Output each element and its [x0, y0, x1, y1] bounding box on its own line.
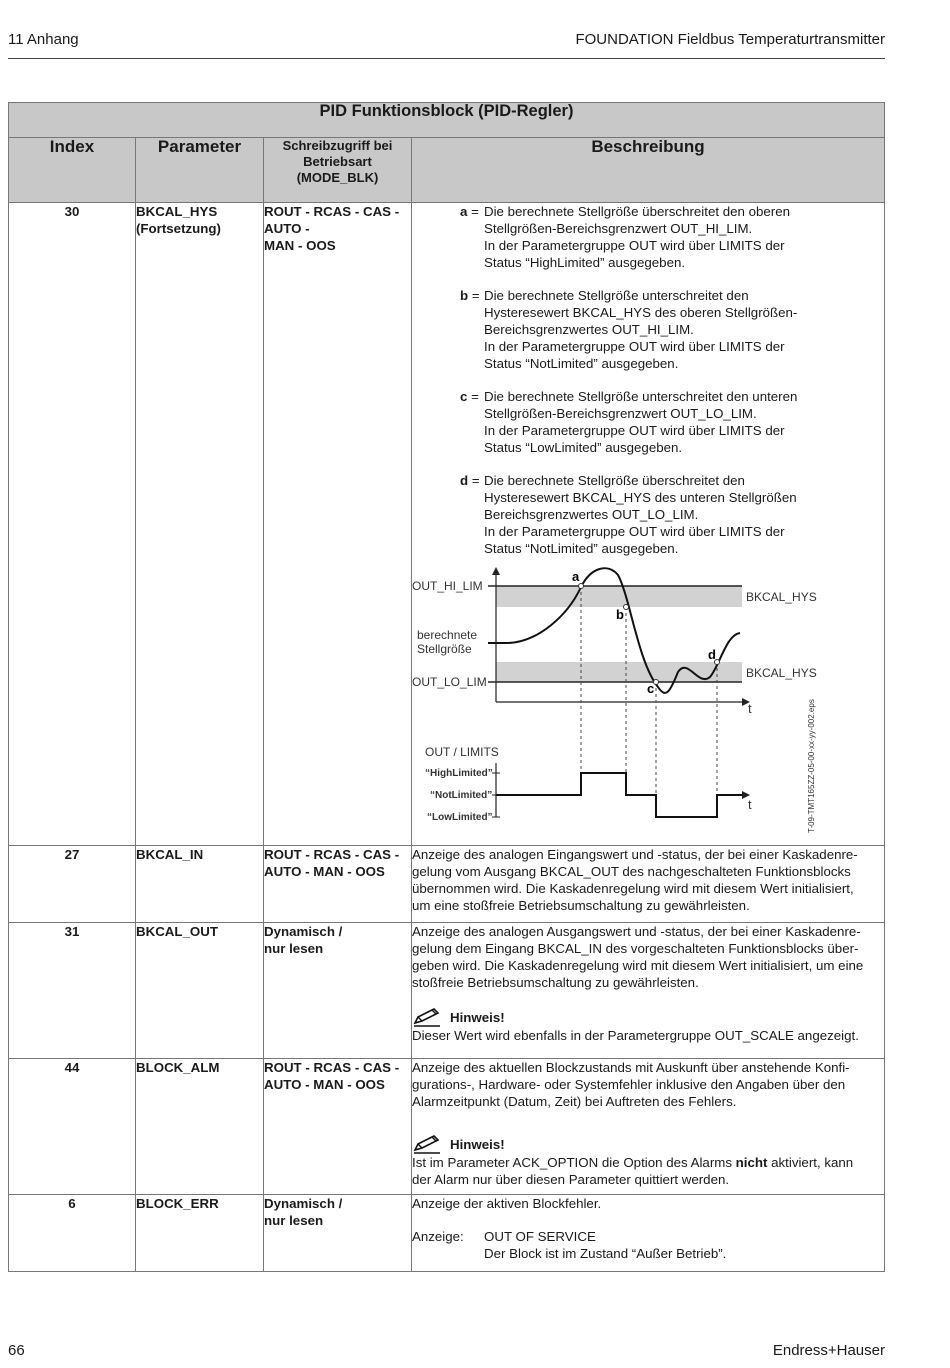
- description-line: Anzeige der aktiven Blockfehler.: [412, 1196, 602, 1211]
- row-index: 44: [9, 1059, 136, 1195]
- definition-line: Bereichsgrenzwertes OUT_HI_LIM.: [484, 322, 694, 337]
- row-parameter: [136, 203, 264, 846]
- access-line: AUTO -: [264, 221, 310, 236]
- row-index: 6: [9, 1195, 136, 1272]
- row-parameter: [136, 1195, 264, 1272]
- definition-line: Hysteresewert BKCAL_HYS des unteren Stellgrößen: [484, 490, 797, 505]
- point-c-label: c: [647, 681, 655, 696]
- status-high-label: “HighLimited”: [425, 768, 493, 779]
- point-b-label: b: [616, 607, 624, 622]
- definition-c: c = Die berechnete Stellgröße unterschreitet den unteren Stellgrößen-Bereichsgrenzwert OUT_LO_LIM. In der Parametergruppe OUT wird über LIMITS der Status “LowLimited” ausgegeben.: [460, 389, 798, 455]
- description-line: Anzeige des analogen Ausgangswert und -status, der bei einer Kaskadenre-: [412, 924, 861, 939]
- description-line: übernommen wird. Die Kaskadenregelung wird mit diesem Wert initialisiert,: [412, 881, 854, 896]
- access-line: ROUT - RCAS - CAS -: [264, 847, 400, 862]
- limits-title: OUT / LIMITS: [425, 745, 499, 759]
- label-bkcal-hys-lower: BKCAL_HYS: [746, 666, 817, 680]
- display-label: Anzeige:: [412, 1229, 464, 1244]
- column-header-access-text: Schreibzugriff bei Betriebsart (MODE_BLK): [282, 138, 393, 185]
- row-parameter: [136, 923, 264, 1059]
- description-line: gelung dem Eingang BKCAL_IN des vorgeschalteten Funktionsblocks über-: [412, 941, 859, 956]
- parameter-line: BKCAL_IN: [136, 847, 204, 862]
- definition-line: In der Parametergruppe OUT wird über LIMITS der: [484, 423, 785, 438]
- point-a-label: a: [572, 569, 580, 584]
- definition-line: Stellgrößen-Bereichsgrenzwert OUT_LO_LIM.: [484, 406, 757, 421]
- definition-b: b = Die berechnete Stellgröße unterschreitet den Hysteresewert BKCAL_HYS des oberen Stellgrößen- Bereichsgrenzwertes OUT_HI_LIM. In der Parametergruppe OUT wird über LIMITS der Status “NotLimited” ausgegeben.: [460, 288, 798, 371]
- display-entry: [412, 1228, 884, 1262]
- parameter-line: BKCAL_OUT: [136, 924, 218, 939]
- row-access: [264, 1059, 412, 1195]
- note-text-emphasis: nicht: [735, 1155, 768, 1170]
- row-access: [264, 846, 412, 923]
- definition-line: Status “HighLimited” ausgegeben.: [484, 255, 686, 270]
- t-axis-label-2: t: [748, 797, 752, 812]
- definition-line: Status “LowLimited” ausgegeben.: [484, 440, 683, 455]
- display-value: OUT OF SERVICE: [484, 1229, 596, 1244]
- table-row: [9, 1059, 885, 1195]
- definition-a: a = Die berechnete Stellgröße überschreitet den oberen Stellgrößen-Bereichsgrenzwert OUT_HI_LIM. In der Parametergruppe OUT wird über LIMITS der Status “HighLimited” ausgegeben.: [460, 204, 791, 270]
- note-text: der Alarm nur über diesen Parameter quittiert werden.: [412, 1172, 730, 1187]
- figure-file-reference: T-09-TMT165ZZ-05-00-xx-yy-002.eps: [807, 699, 816, 833]
- note-heading: [412, 1134, 884, 1154]
- pencil-icon: [412, 1134, 442, 1154]
- definition-key: d: [460, 473, 469, 488]
- table-row: [9, 1195, 885, 1272]
- access-line: Dynamisch /: [264, 1196, 343, 1211]
- access-line: ROUT - RCAS - CAS -: [264, 1060, 400, 1075]
- row-description: [412, 1195, 885, 1272]
- row-access: [264, 1195, 412, 1272]
- parameter-line: (Fortsetzung): [136, 221, 221, 236]
- description-line: Alarmzeitpunkt (Datum, Zeit) bei Auftreten des Fehlers.: [412, 1094, 737, 1109]
- label-computed-2: Stellgröße: [417, 642, 472, 656]
- description-line: Anzeige des analogen Eingangswert und -status, der bei einer Kaskadenre-: [412, 847, 858, 862]
- limit-hysteresis-diagram: [408, 567, 870, 839]
- pencil-icon: [412, 1007, 442, 1027]
- definition-line: Die berechnete Stellgröße unterschreitet den unteren: [484, 389, 798, 404]
- row-description: [412, 923, 885, 1059]
- column-header-parameter: Parameter: [136, 138, 264, 203]
- table-row: [9, 203, 885, 846]
- access-line: Dynamisch /: [264, 924, 343, 939]
- pid-parameter-table: [8, 102, 885, 1272]
- upper-hysteresis-band: [496, 586, 742, 607]
- row-index: 27: [9, 846, 136, 923]
- label-bkcal-hys-upper: BKCAL_HYS: [746, 590, 817, 604]
- column-header-index: Index: [9, 138, 136, 203]
- row-access: [264, 923, 412, 1059]
- row-description: [412, 203, 885, 846]
- note-text-pre: Ist im Parameter ACK_OPTION die Option des Alarms: [412, 1155, 736, 1170]
- access-line: nur lesen: [264, 941, 324, 956]
- limits-status-trace: [496, 773, 742, 817]
- row-access: [264, 203, 412, 846]
- access-line: nur lesen: [264, 1213, 324, 1228]
- header-rule: [8, 58, 885, 59]
- label-out-lo-lim: OUT_LO_LIM: [412, 675, 487, 689]
- definition-line: Status “NotLimited” ausgegeben.: [484, 356, 679, 371]
- t-axis-label: t: [748, 701, 752, 716]
- row-parameter: [136, 846, 264, 923]
- status-not-label: “NotLimited”: [430, 790, 493, 801]
- status-low-label: “LowLimited”: [427, 812, 493, 823]
- description-line: gurations-, Hardware- oder Systemfehler inklusive den Angaben über den: [412, 1077, 846, 1092]
- parameter-line: BKCAL_HYS: [136, 204, 218, 219]
- note-heading: [412, 1007, 884, 1027]
- parameter-line: BLOCK_ERR: [136, 1196, 219, 1211]
- access-line: AUTO - MAN - OOS: [264, 864, 385, 879]
- access-line: ROUT - RCAS - CAS -: [264, 204, 400, 219]
- brand-logo-text: Endress+Hauser: [772, 1342, 885, 1359]
- definition-key: c: [460, 389, 468, 404]
- row-index: 30: [9, 203, 136, 846]
- definition-d: d = Die berechnete Stellgröße überschreitet den Hysteresewert BKCAL_HYS des unteren Stellgrößen Bereichsgrenzwertes OUT_LO_LIM. In der Parametergruppe OUT wird über LIMITS der Status “NotLimited” ausgegeben.: [460, 473, 797, 556]
- table-row: [9, 923, 885, 1059]
- access-line: MAN - OOS: [264, 238, 336, 253]
- definition-line: Status “NotLimited” ausgegeben.: [484, 541, 679, 556]
- note-text: [412, 1154, 884, 1171]
- description-line: Anzeige des aktuellen Blockzustands mit Auskunft über anstehende Konfi-: [412, 1060, 850, 1075]
- label-out-hi-lim: OUT_HI_LIM: [412, 579, 483, 593]
- definition-line: Stellgrößen-Bereichsgrenzwert OUT_HI_LIM.: [484, 221, 753, 236]
- table-title: PID Funktionsblock (PID-Regler): [9, 103, 885, 138]
- definition-line: Hysteresewert BKCAL_HYS des oberen Stellgrößen-: [484, 305, 798, 320]
- parameter-line: BLOCK_ALM: [136, 1060, 220, 1075]
- definition-line: In der Parametergruppe OUT wird über LIMITS der: [484, 524, 785, 539]
- column-header-access: [264, 138, 412, 203]
- display-text: Der Block ist im Zustand “Außer Betrieb”.: [484, 1246, 727, 1261]
- definition-key: a: [460, 204, 468, 219]
- table-row: [9, 846, 885, 923]
- running-header-title: FOUNDATION Fieldbus Temperaturtransmitter: [575, 31, 885, 48]
- note-title: Hinweis!: [450, 1136, 505, 1152]
- definition-line: Die berechnete Stellgröße überschreitet den oberen: [484, 204, 791, 219]
- label-computed-1: berechnete: [417, 628, 478, 642]
- note-text: Dieser Wert wird ebenfalls in der Parametergruppe OUT_SCALE angezeigt.: [412, 1028, 859, 1043]
- definition-line: Bereichsgrenzwertes OUT_LO_LIM.: [484, 507, 699, 522]
- row-parameter: [136, 1059, 264, 1195]
- y-axis-arrow: [492, 567, 500, 575]
- definition-line: Die berechnete Stellgröße überschreitet den: [484, 473, 745, 488]
- definition-key: b: [460, 288, 469, 303]
- row-description: [412, 846, 885, 923]
- row-index: 31: [9, 923, 136, 1059]
- description-line: stoßfreie Betriebsumschaltung zu gewährleisten.: [412, 975, 699, 990]
- row-description: [412, 1059, 885, 1195]
- definition-line: Die berechnete Stellgröße unterschreitet den: [484, 288, 749, 303]
- description-line: um eine stoßfreie Betriebsumschaltung zu gewährleisten.: [412, 898, 750, 913]
- description-line: geben wird. Die Kaskadenregelung wird mit diesem Wert initialisiert, um eine: [412, 958, 864, 973]
- column-header-description: Beschreibung: [412, 138, 885, 203]
- point-d-label: d: [708, 647, 716, 662]
- access-line: AUTO - MAN - OOS: [264, 1077, 385, 1092]
- definition-line: In der Parametergruppe OUT wird über LIMITS der: [484, 339, 785, 354]
- description-line: gelung vom Ausgang BKCAL_OUT des nachgeschalteten Funktionsblocks: [412, 864, 851, 879]
- note-text-post: aktiviert, kann: [767, 1155, 854, 1170]
- page-number: 66: [8, 1342, 25, 1359]
- running-header-chapter: 11 Anhang: [8, 31, 79, 48]
- note-title: Hinweis!: [450, 1009, 505, 1025]
- definition-line: In der Parametergruppe OUT wird über LIMITS der: [484, 238, 785, 253]
